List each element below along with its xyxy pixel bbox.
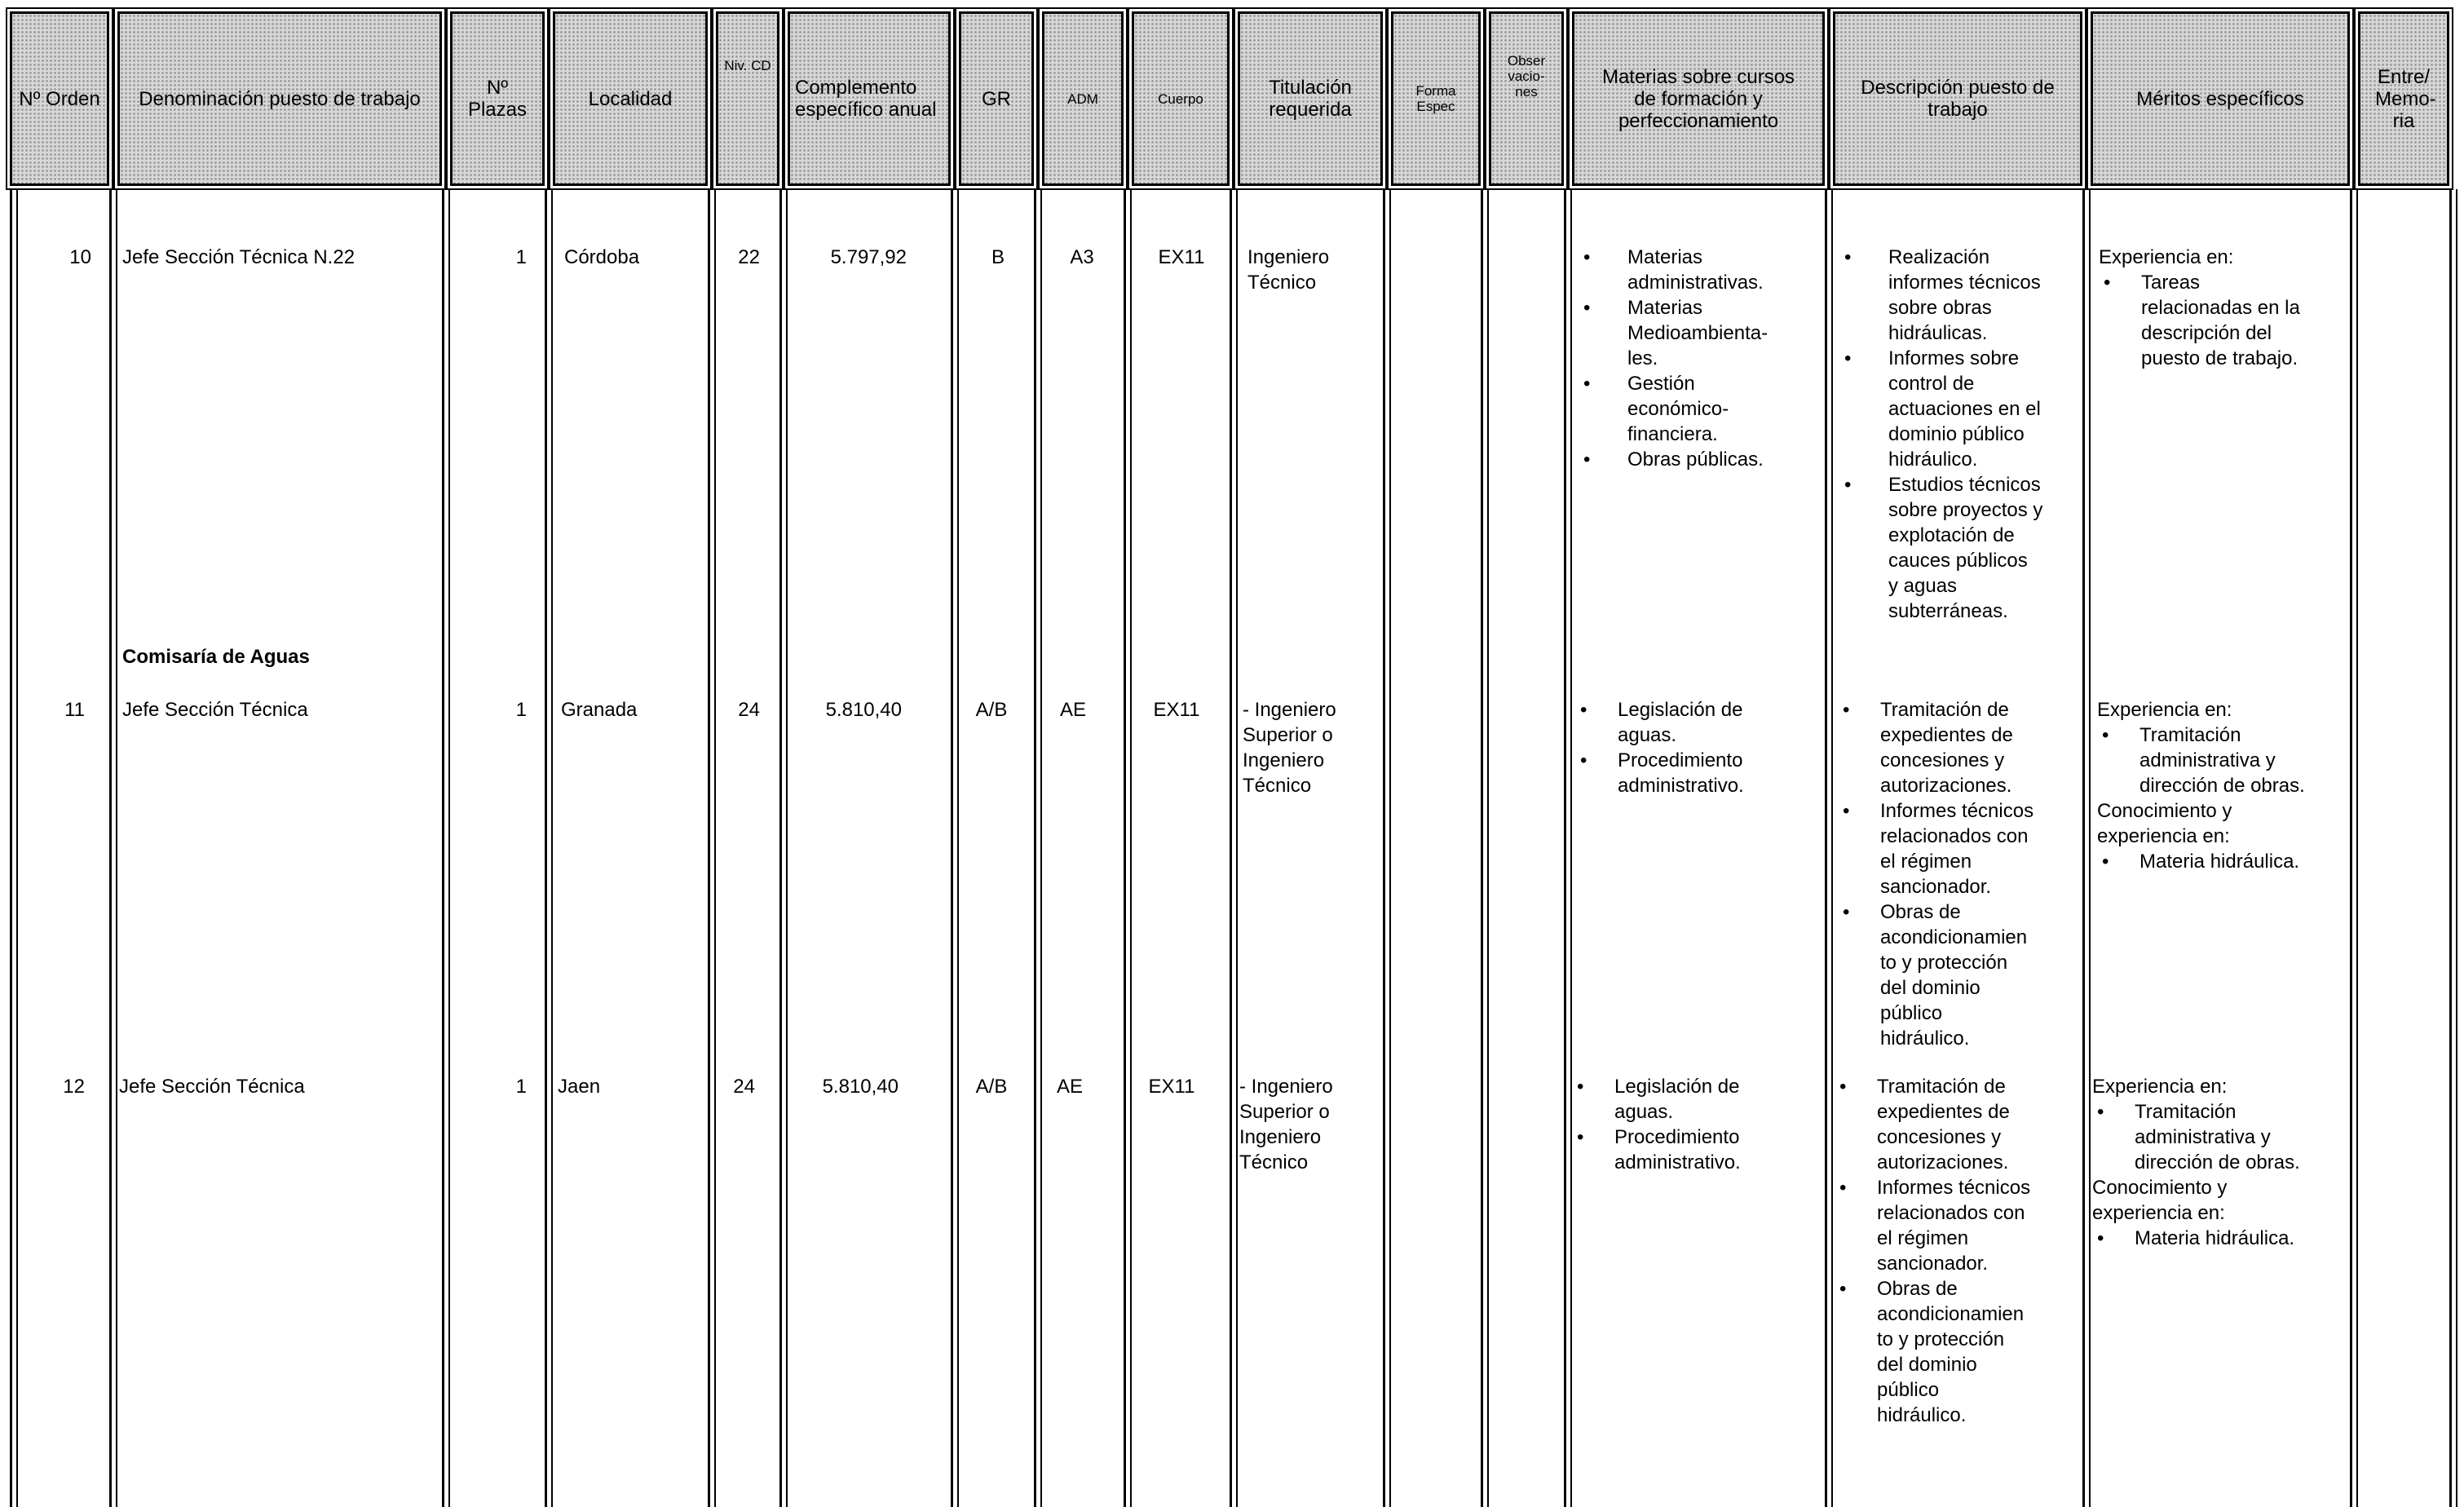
list-line: puesto de trabajo. — [2141, 347, 2298, 369]
header-entrevista-label: Entre/ Memo- ria — [2375, 65, 2436, 132]
row-complemento: 5.810,40 — [825, 699, 902, 721]
list-line: Obras de — [1877, 1278, 1958, 1300]
row-nivel: 24 — [733, 1076, 755, 1098]
meritos-intro: Experiencia en: — [2097, 699, 2232, 721]
list-line: el régimen — [1880, 851, 1972, 873]
list-line: dominio público — [1888, 423, 2025, 445]
list-line: del dominio — [1877, 1354, 1977, 1376]
bullet-icon: • — [2102, 851, 2109, 873]
list-line: hidráulico. — [1880, 1028, 1970, 1050]
column-line — [1230, 189, 1232, 1507]
row-adm: AE — [1059, 699, 1086, 721]
list-line: público — [1877, 1379, 1940, 1401]
row-complemento: 5.797,92 — [830, 246, 907, 268]
column-line — [779, 189, 782, 1507]
header-gr — [959, 11, 1034, 186]
row-descripcion — [1838, 697, 2079, 1051]
header-complemento-label: Complemento específico anual — [795, 77, 937, 121]
header-observaciones-label: Obser vacio- nes — [1507, 53, 1546, 99]
list-item — [2092, 1099, 2337, 1175]
list-line: Obras de — [1880, 901, 1961, 923]
header-titulacion — [1238, 11, 1383, 186]
list-line: Tramitación — [2135, 1101, 2237, 1123]
list-item — [1838, 899, 2079, 1051]
list-line: sancionador. — [1880, 876, 1992, 898]
list-item — [1577, 295, 1813, 371]
list-line: acondicionamien — [1880, 926, 2028, 948]
bullet-icon: • — [1844, 347, 1852, 369]
list-item — [1838, 697, 2079, 798]
bullet-icon: • — [2104, 272, 2111, 294]
column-line — [2082, 189, 2085, 1507]
list-item — [1577, 245, 1813, 295]
row-cuerpo: EX11 — [1148, 1076, 1195, 1098]
list-line: Informes técnicos — [1877, 1177, 2031, 1199]
row-materias — [1575, 697, 1812, 798]
header-descripcion — [1833, 11, 2082, 186]
row-gr: B — [991, 246, 1005, 268]
header-cuerpo-label: Cuerpo — [1158, 91, 1203, 107]
meritos-intro: Conocimiento y — [2092, 1177, 2228, 1199]
column-line — [2449, 189, 2452, 1507]
list-line: hidráulico. — [1877, 1404, 1967, 1426]
titulacion-line: Técnico — [1247, 272, 1317, 294]
column-line — [109, 189, 112, 1507]
row-denominacion: Jefe Sección Técnica N.22 — [122, 246, 355, 268]
list-line: to y protección — [1880, 952, 2008, 974]
list-line: control de — [1888, 373, 1975, 395]
list-line: Realización — [1888, 246, 1990, 268]
list-item — [1835, 1175, 2076, 1276]
list-line: dirección de obras. — [2135, 1151, 2300, 1173]
list-line: administrativo. — [1618, 775, 1744, 797]
meritos-intro: Conocimiento y — [2097, 800, 2232, 822]
header-localidad-label: Localidad — [588, 87, 673, 110]
list-line: sancionador. — [1877, 1253, 1989, 1275]
row-meritos — [2099, 245, 2343, 371]
list-line: Materias — [1627, 297, 1703, 319]
list-line: aguas. — [1618, 724, 1677, 746]
column-line — [1034, 189, 1036, 1507]
titulacion-line: Superior o — [1243, 724, 1333, 746]
bullet-icon: • — [1580, 699, 1587, 721]
row-denominacion: Jefe Sección Técnica — [119, 1076, 305, 1098]
row-gr: A/B — [975, 1076, 1008, 1098]
list-line: autorizaciones. — [1877, 1151, 2009, 1173]
list-line: descripción del — [2141, 322, 2272, 344]
list-line: informes técnicos — [1888, 272, 2041, 294]
column-line — [2350, 189, 2352, 1507]
header-materias-label: Materias sobre cursos de formación y perfeccionamiento — [1601, 65, 1795, 132]
row-denominacion: Jefe Sección Técnica — [122, 699, 308, 721]
column-line — [545, 189, 547, 1507]
row-localidad: Granada — [561, 699, 638, 721]
bullet-icon: • — [1583, 297, 1591, 319]
titulacion-line: Ingeniero — [1247, 246, 1330, 268]
header-nivel — [716, 11, 779, 186]
header-orden-label: Nº Orden — [19, 87, 100, 110]
list-line: Tramitación de — [1877, 1076, 2006, 1098]
column-line — [442, 189, 444, 1507]
titulacion-line: Técnico — [1239, 1151, 1309, 1173]
header-observaciones — [1489, 11, 1564, 186]
row-plazas: 1 — [515, 1076, 527, 1098]
row-plazas: 1 — [515, 246, 527, 268]
list-line: Tramitación — [2139, 724, 2241, 746]
list-line: sobre obras — [1888, 297, 1992, 319]
row-localidad: Jaen — [558, 1076, 601, 1098]
bullet-icon: • — [1583, 246, 1591, 268]
bullet-icon: • — [1583, 449, 1591, 471]
list-line: concesiones y — [1877, 1126, 2002, 1148]
list-line: concesiones y — [1880, 749, 2005, 771]
list-line: público — [1880, 1002, 1943, 1024]
list-line: cauces públicos — [1888, 550, 2028, 572]
list-line: subterráneas. — [1888, 600, 2008, 622]
list-line: relacionadas en la — [2141, 297, 2300, 319]
bullet-icon: • — [1839, 1177, 1847, 1199]
row-plazas: 1 — [515, 699, 527, 721]
list-line: del dominio — [1880, 977, 1980, 999]
list-item — [1835, 1074, 2076, 1175]
row-gr: A/B — [975, 699, 1008, 721]
list-line: económico- — [1627, 398, 1729, 420]
row-orden: 12 — [63, 1076, 85, 1098]
column-line — [1825, 189, 1827, 1507]
list-line: Informes técnicos — [1880, 800, 2034, 822]
header-plazas — [450, 11, 545, 186]
list-line: financiera. — [1627, 423, 1718, 445]
list-line: Tramitación de — [1880, 699, 2009, 721]
header-adm — [1042, 11, 1124, 186]
row-localidad: Córdoba — [564, 246, 640, 268]
meritos-intro: Experiencia en: — [2092, 1076, 2228, 1098]
list-item — [1575, 748, 1812, 798]
bullet-icon: • — [1843, 901, 1850, 923]
header-meritos — [2091, 11, 2350, 186]
row-orden: 10 — [69, 246, 91, 268]
list-line: administrativas. — [1627, 272, 1764, 294]
bullet-icon: • — [2097, 1227, 2104, 1249]
header-meritos-label: Méritos específicos — [2136, 87, 2304, 110]
titulacion-line: - Ingeniero — [1243, 699, 1336, 721]
list-item — [1572, 1074, 1808, 1125]
bullet-icon: • — [1577, 1126, 1584, 1148]
header-forma-label: Forma Espec — [1415, 83, 1456, 114]
list-item — [2099, 270, 2343, 371]
row-descripcion — [1835, 1074, 2076, 1428]
column-line — [951, 189, 953, 1507]
list-line: les. — [1627, 347, 1658, 369]
bullet-icon: • — [1839, 1278, 1847, 1300]
row-adm: AE — [1056, 1076, 1083, 1098]
column-line — [1383, 189, 1385, 1507]
list-item — [1572, 1125, 1808, 1175]
row-materias — [1572, 1074, 1808, 1175]
row-nivel: 22 — [738, 246, 760, 268]
list-line: Tareas — [2141, 272, 2201, 294]
titulacion-line: Superior o — [1239, 1101, 1330, 1123]
list-line: relacionados con — [1880, 825, 2029, 847]
bullet-icon: • — [1577, 1076, 1584, 1098]
list-line: Medioambienta- — [1627, 322, 1769, 344]
list-line: hidráulico. — [1888, 449, 1978, 471]
list-line: Informes sobre — [1888, 347, 2020, 369]
bullet-icon: • — [2097, 1101, 2104, 1123]
bullet-icon: • — [2102, 724, 2109, 746]
list-line: y aguas — [1888, 575, 1958, 597]
list-item — [2097, 849, 2342, 874]
header-descripcion-label: Descripción puesto de trabajo — [1861, 77, 2055, 121]
row-orden: 11 — [64, 699, 85, 721]
header-forma — [1391, 11, 1481, 186]
list-line: autorizaciones. — [1880, 775, 2012, 797]
bullet-icon: • — [1844, 474, 1852, 496]
meritos-intro: experiencia en: — [2092, 1202, 2225, 1224]
row-meritos — [2092, 1074, 2337, 1251]
list-item — [1577, 371, 1813, 447]
list-line: Gestión — [1627, 373, 1695, 395]
row-cuerpo: EX11 — [1153, 699, 1200, 721]
list-line: dirección de obras. — [2139, 775, 2305, 797]
bullet-icon: • — [1843, 699, 1850, 721]
bullet-icon: • — [1839, 1076, 1847, 1098]
header-nivel-label: Niv. CD — [724, 58, 771, 73]
header-gr-label: GR — [982, 87, 1011, 110]
list-line: Obras públicas. — [1627, 449, 1764, 471]
list-item — [1835, 1276, 2076, 1428]
row-adm: A3 — [1070, 246, 1094, 268]
bullet-icon: • — [1583, 373, 1591, 395]
list-item — [1838, 245, 2079, 346]
list-line: expedientes de — [1877, 1101, 2010, 1123]
row-meritos — [2097, 697, 2342, 874]
row-nivel: 24 — [738, 699, 760, 721]
header-plazas-label: Nº Plazas — [467, 77, 528, 121]
list-line: Legislación de — [1618, 699, 1743, 721]
list-line: sobre proyectos y — [1888, 499, 2043, 521]
list-item — [1838, 472, 2079, 624]
column-line — [1481, 189, 1483, 1507]
list-line: acondicionamien — [1877, 1303, 2025, 1325]
column-line — [1564, 189, 1566, 1507]
meritos-intro: Experiencia en: — [2099, 246, 2234, 268]
list-item — [1575, 697, 1812, 748]
list-line: Procedimiento — [1614, 1126, 1740, 1148]
list-line: aguas. — [1614, 1101, 1674, 1123]
row-descripcion — [1838, 245, 2079, 624]
list-line: actuaciones en el — [1888, 398, 2041, 420]
bullet-icon: • — [1843, 800, 1850, 822]
header-orden — [10, 11, 109, 186]
header-denominacion-label: Denominación puesto de trabajo — [139, 87, 421, 110]
titulacion-line: - Ingeniero — [1239, 1076, 1333, 1098]
header-materias — [1572, 11, 1825, 186]
list-line: Materia hidráulica. — [2139, 851, 2300, 873]
list-line: Procedimiento — [1618, 749, 1743, 771]
row-titulacion — [1247, 245, 1329, 295]
list-line: administrativa y — [2139, 749, 2276, 771]
list-line: el régimen — [1877, 1227, 1969, 1249]
bullet-icon: • — [1844, 246, 1852, 268]
meritos-intro: experiencia en: — [2097, 825, 2230, 847]
list-item — [2097, 723, 2342, 798]
list-item — [1838, 346, 2079, 472]
column-line — [708, 189, 710, 1507]
list-item — [2092, 1226, 2337, 1251]
list-line: administrativo. — [1614, 1151, 1741, 1173]
header-denominacion — [117, 11, 442, 186]
list-line: to y protección — [1877, 1328, 2005, 1350]
list-line: explotación de — [1888, 524, 2015, 546]
titulacion-line: Ingeniero — [1243, 749, 1325, 771]
list-line: Materias — [1627, 246, 1703, 268]
titulacion-line: Técnico — [1243, 775, 1312, 797]
header-entrevista — [2358, 11, 2449, 186]
list-item — [1838, 798, 2079, 899]
header-complemento — [788, 11, 951, 186]
header-localidad — [553, 11, 708, 186]
section-title: Comisaría de Aguas — [122, 646, 310, 668]
header-adm-label: ADM — [1067, 91, 1098, 107]
header-titulacion-label: Titulación requerida — [1269, 77, 1352, 121]
row-cuerpo: EX11 — [1158, 246, 1205, 268]
row-titulacion — [1243, 697, 1336, 798]
column-line — [10, 189, 12, 1507]
list-line: Materia hidráulica. — [2135, 1227, 2295, 1249]
list-line: Estudios técnicos — [1888, 474, 2041, 496]
titulacion-line: Ingeniero — [1239, 1126, 1322, 1148]
list-line: Legislación de — [1614, 1076, 1740, 1098]
row-titulacion — [1239, 1074, 1333, 1175]
list-line: relacionados con — [1877, 1202, 2025, 1224]
column-line — [1124, 189, 1126, 1507]
row-complemento: 5.810,40 — [822, 1076, 899, 1098]
list-line: expedientes de — [1880, 724, 2013, 746]
bullet-icon: • — [1580, 749, 1587, 771]
row-materias — [1577, 245, 1813, 472]
list-item — [1577, 447, 1813, 472]
list-line: hidráulicas. — [1888, 322, 1988, 344]
header-cuerpo — [1132, 11, 1230, 186]
list-line: administrativa y — [2135, 1126, 2271, 1148]
